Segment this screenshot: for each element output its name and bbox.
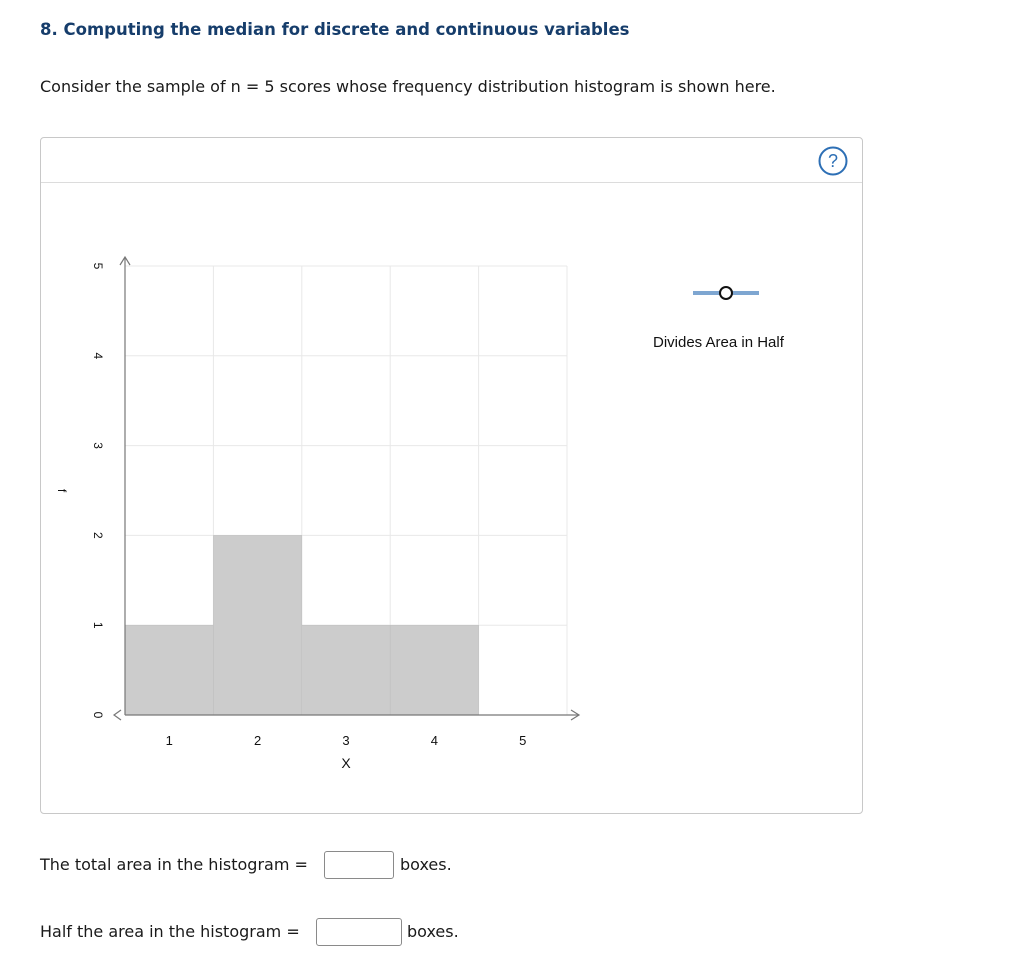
x-axis-arrow-left-icon (114, 710, 121, 720)
x-tick-label: 5 (519, 733, 527, 748)
x-tick-label: 3 (342, 733, 350, 748)
total-area-suffix: boxes. (400, 855, 452, 874)
question-title: 8. Computing the median for discrete and continuous variables (40, 20, 630, 39)
half-area-suffix: boxes. (407, 922, 459, 941)
question-intro: Consider the sample of n = 5 scores whose frequency distribution histogram is shown here. (40, 77, 776, 96)
total-area-label: The total area in the histogram = (40, 855, 308, 874)
divides-area-in-half-tool-icon[interactable] (691, 283, 761, 303)
graph-panel (40, 137, 863, 814)
y-tick-label: 3 (90, 442, 105, 449)
legend-label: Divides Area in Half (653, 334, 784, 351)
x-axis-label: X (341, 755, 351, 771)
x-tick-label: 1 (165, 733, 173, 748)
histogram-bar (302, 625, 390, 715)
half-area-label: Half the area in the histogram = (40, 922, 300, 941)
half-area-input[interactable] (316, 918, 402, 946)
y-tick-label: 5 (90, 262, 105, 270)
total-area-input[interactable] (324, 851, 394, 879)
y-axis-label: f (54, 488, 69, 493)
question-mark-icon[interactable] (818, 146, 848, 176)
histogram-bar (390, 625, 478, 715)
y-tick-label: 2 (90, 532, 105, 539)
x-tick-label: 2 (253, 733, 262, 748)
y-tick-label: 4 (90, 352, 105, 360)
y-tick-label: 1 (90, 621, 105, 629)
x-tick-label: 4 (430, 733, 439, 748)
histogram-chart[interactable] (41, 138, 641, 798)
histogram-bar (125, 625, 213, 715)
y-tick-label: 0 (90, 711, 105, 719)
svg-text:?: ? (827, 151, 839, 171)
histogram-bar (213, 535, 301, 715)
